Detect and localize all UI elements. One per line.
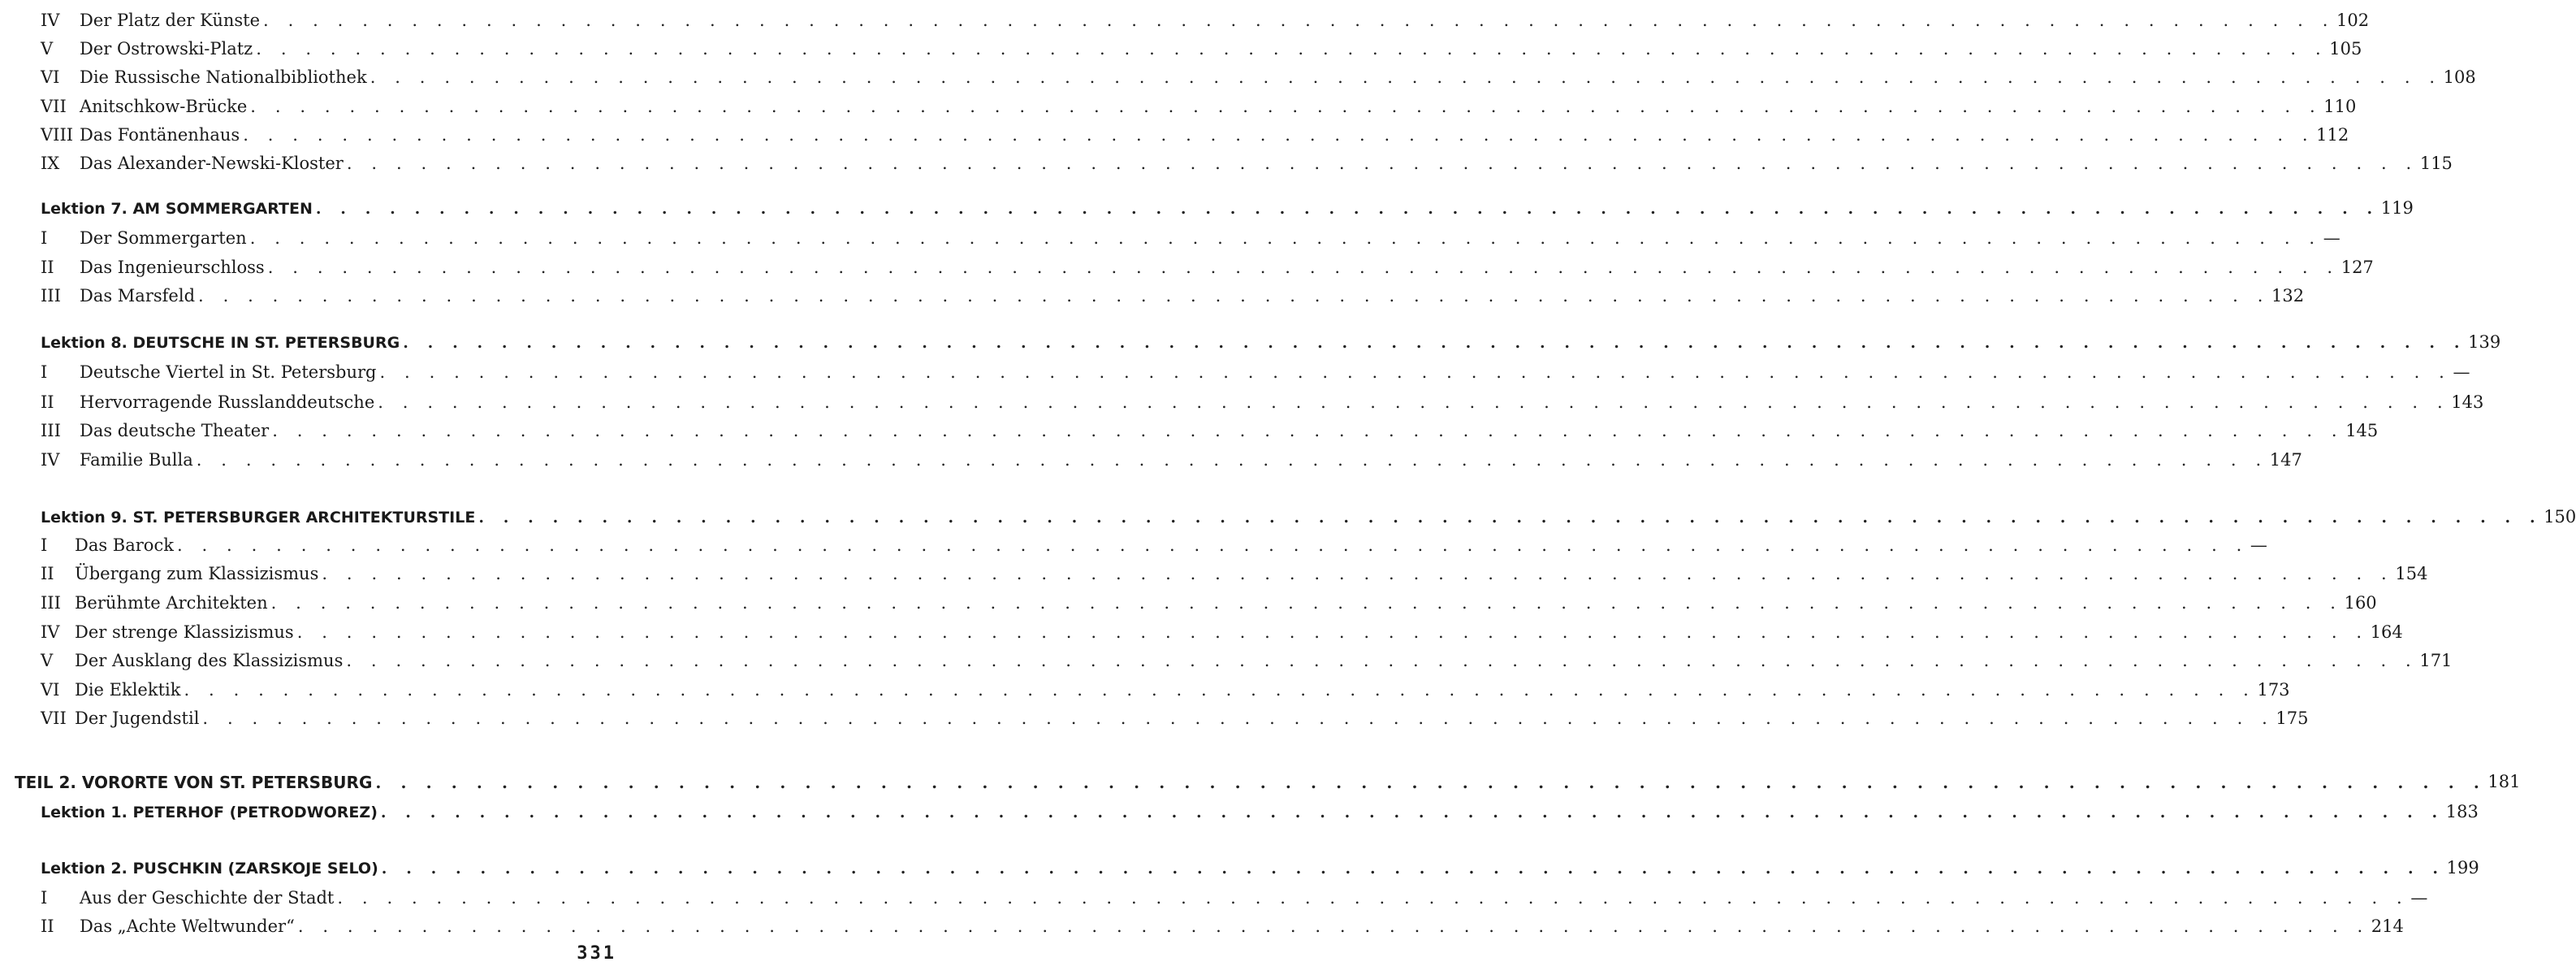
page-number: 331	[577, 943, 616, 964]
dot-leader: . . . . . . . . . . . . . . . . . . . . . . . . . . . . . . . . . . . . . . . . . . . . . . . . . . . . . . . . . . . . . . . . . . . . . . . . . . . . . . . . . . . .	[256, 39, 2328, 58]
toc-entry[interactable]	[0, 908, 2404, 936]
entry-title: Die Eklektik	[75, 680, 181, 700]
lesson-title: Lektion 1. PETERHOF (PETRODWOREZ)	[41, 804, 378, 821]
entry-page: 160	[2344, 593, 2377, 613]
entry-number: VI	[41, 67, 60, 87]
toc-entry[interactable]	[0, 277, 2305, 306]
toc-lesson-heading[interactable]	[0, 849, 2479, 878]
entry-title: Der Ausklang des Klassizismus	[75, 651, 344, 670]
entry-number: II	[41, 564, 54, 583]
entry-number: I	[41, 535, 48, 555]
entry-page: 175	[2276, 708, 2309, 728]
toc-entry[interactable]	[0, 584, 2377, 613]
lesson-page: 150	[2544, 507, 2576, 526]
entry-title: Das Barock	[75, 535, 174, 555]
dot-leader: . . . . . . . . . . . . . . . . . . . . . . . . . . . . . . . . . . . . . . . . . . . . . . . . . . . . . . . . . . . . . . . . . . . . . . . . . . . . . . . . . . . .	[198, 286, 2270, 306]
entry-page: 214	[2371, 916, 2404, 936]
entry-title: Der Platz der Künste	[80, 11, 261, 30]
dot-leader: . . . . . . . . . . . . . . . . . . . . . . . . . . . . . . . . . . . . . . . . . . . . . . . . . . . . . . . . . . . . . . . . . . . . . . . . . . . . . . . . . . . .	[315, 200, 2379, 218]
dot-leader: . . . . . . . . . . . . . . . . . . . . . . . . . . . . . . . . . . . . . . . . . . . . . . . . . . . . . . . . . . . . . . . . . . . . . . . . . . . . . . . . . . . .	[184, 680, 2256, 700]
toc-lesson-heading[interactable]	[0, 189, 2414, 218]
entry-title: Hervorragende Russlanddeutsche	[80, 392, 375, 412]
lesson-page: 183	[2445, 802, 2479, 821]
toc-entry[interactable]	[0, 30, 2362, 58]
entry-title: Das Ingenieurschloss	[80, 258, 265, 277]
entry-page: 154	[2395, 564, 2428, 583]
toc-entry[interactable]	[0, 58, 2476, 87]
dot-leader: . . . . . . . . . . . . . . . . . . . . . . . . . . . . . . . . . . . . . . . . . . . . . . . . . . . . . . . . . . . . . . . . . . . . . . . . . . . . . . . . . . . .	[297, 916, 2370, 936]
entry-title: Der Ostrowski-Platz	[80, 39, 253, 58]
toc-entry[interactable]	[0, 526, 2267, 555]
lesson-page: 139	[2468, 332, 2501, 352]
dot-leader: . . . . . . . . . . . . . . . . . . . . . . . . . . . . . . . . . . . . . . . . . . . . . . . . . . . . . . . . . . . . . . . . . . . . . . . . . . . . . . . . . . . .	[249, 228, 2322, 248]
lesson-title: Lektion 7. AM SOMMERGARTEN	[41, 200, 313, 218]
dot-leader: . . . . . . . . . . . . . . . . . . . . . . . . . . . . . . . . . . . . . . . . . . . . . . . . . . . . . . . . . . . . . . . . . . . . . . . . . . . . . . . . . . . .	[346, 651, 2418, 670]
toc-entry[interactable]	[0, 555, 2428, 583]
dot-leader: . . . . . . . . . . . . . . . . . . . . . . . . . . . . . . . . . . . . . . . . . . . . . . . . . . . . . . . . . . . . . . . . . . . . . . . . . . . . . . . . . . . .	[379, 362, 2452, 382]
dot-leader: . . . . . . . . . . . . . . . . . . . . . . . . . . . . . . . . . . . . . . . . . . . . . . . . . . . . . . . . . . . . . . . . . . . . . . . . . . . . . . . . . . . .	[270, 593, 2343, 613]
entry-page: —	[2323, 228, 2340, 248]
entry-title: Das deutsche Theater	[80, 421, 270, 440]
entry-title: Anitschkow-Brücke	[80, 97, 248, 116]
entry-title: Berühmte Architekten	[75, 593, 268, 613]
dot-leader: . . . . . . . . . . . . . . . . . . . . . . . . . . . . . . . . . . . . . . . . . . . . . . . . . . . . . . . . . . . . . . . . . . . . . . . . . . . . . . . . . . . .	[478, 509, 2543, 526]
entry-title: Aus der Geschichte der Stadt	[80, 888, 335, 908]
dot-leader: . . . . . . . . . . . . . . . . . . . . . . . . . . . . . . . . . . . . . . . . . . . . . . . . . . . . . . . . . . . . . . . . . . . . . . . . . . . . . . . . . . . .	[378, 392, 2450, 412]
entry-number: I	[41, 888, 48, 908]
entry-page: 147	[2269, 450, 2302, 470]
entry-page: —	[2410, 888, 2428, 908]
lesson-title: Lektion 9. ST. PETERSBURGER ARCHITEKTURSTILE	[41, 509, 476, 526]
dot-leader: . . . . . . . . . . . . . . . . . . . . . . . . . . . . . . . . . . . . . . . . . . . . . . . . . . . . . . . . . . . . . . . . . . . . . . . . . . . . . . . . . . . .	[337, 888, 2410, 908]
entry-number: VII	[41, 97, 67, 116]
entry-number: I	[41, 228, 48, 248]
toc-entry[interactable]	[0, 879, 2428, 908]
entry-number: I	[41, 362, 48, 382]
entry-number: VII	[41, 708, 67, 728]
entry-number: IX	[41, 154, 60, 173]
lesson-title: Lektion 8. DEUTSCHE IN ST. PETERSBURG	[41, 334, 400, 352]
toc-lesson-heading[interactable]	[0, 498, 2576, 526]
dot-leader: . . . . . . . . . . . . . . . . . . . . . . . . . . . . . . . . . . . . . . . . . . . . . . . . . . . . . . . . . . . . . . . . . . . . . . . . . . . . . . . . . . . .	[196, 450, 2268, 470]
entry-page: 102	[2336, 11, 2370, 30]
dot-leader: . . . . . . . . . . . . . . . . . . . . . . . . . . . . . . . . . . . . . . . . . . . . . . . . . . . . . . . . . . . . . . . . . . . . . . . . . . . . . . . . . . . .	[250, 97, 2323, 116]
toc-lesson-heading[interactable]	[0, 793, 2479, 821]
entry-title: Deutsche Viertel in St. Petersburg	[80, 362, 377, 382]
dot-leader: . . . . . . . . . . . . . . . . . . . . . . . . . . . . . . . . . . . . . . . . . . . . . . . . . . . . . . . . . . . . . . . . . . . . . . . . . . . . . . . . . . . .	[380, 804, 2444, 821]
toc-entry[interactable]	[0, 353, 2470, 382]
entry-number: III	[41, 286, 61, 306]
lesson-page: 199	[2446, 858, 2479, 878]
toc-entry[interactable]	[0, 116, 2349, 145]
entry-title: Das „Achte Weltwunder“	[80, 916, 295, 936]
dot-leader: . . . . . . . . . . . . . . . . . . . . . . . . . . . . . . . . . . . . . . . . . . . . . . . . . . . . . . . . . . . . . . . . . . . . . . . . . . . . . . . . . . . .	[346, 154, 2418, 173]
dot-leader: . . . . . . . . . . . . . . . . . . . . . . . . . . . . . . . . . . . . . . . . . . . . . . . . . . . . . . . . . . . . . . . . . . . . . . . . . . . . . . . . . . . .	[243, 125, 2315, 145]
entry-number: IV	[41, 450, 60, 470]
entry-title: Das Marsfeld	[80, 286, 196, 306]
entry-title: Übergang zum Klassizismus	[75, 564, 319, 583]
dot-leader: . . . . . . . . . . . . . . . . . . . . . . . . . . . . . . . . . . . . . . . . . . . . . . . . . . . . . . . . . . . . . . . . . . . . . . . . . . . . . . . . . . . .	[381, 860, 2445, 878]
lesson-page: 119	[2380, 198, 2414, 218]
toc-entry[interactable]	[0, 219, 2340, 248]
entry-page: 110	[2323, 97, 2357, 116]
entry-page: 173	[2257, 680, 2290, 700]
dot-leader: . . . . . . . . . . . . . . . . . . . . . . . . . . . . . . . . . . . . . . . . . . . . . . . . . . . . . . . . . . . . . . . . . . . . . . . . . . . . . . . . . . . .	[272, 421, 2345, 440]
entry-page: 132	[2271, 286, 2305, 306]
entry-title: Der Sommergarten	[80, 228, 247, 248]
dot-leader: . . . . . . . . . . . . . . . . . . . . . . . . . . . . . . . . . . . . . . . . . . . . . . . . . . . . . . . . . . . . . . . . . . . . . . . . . . . . . . . . . . . .	[267, 258, 2340, 277]
entry-page: 127	[2340, 258, 2374, 277]
toc-entry[interactable]	[0, 88, 2357, 116]
entry-page: 143	[2451, 392, 2484, 412]
entry-title: Die Russische Nationalbibliothek	[80, 67, 367, 87]
dot-leader: . . . . . . . . . . . . . . . . . . . . . . . . . . . . . . . . . . . . . . . . . . . . . . . . . . . . . . . . . . . . . . . . . . . . . . . . . . . . . . . . . . . .	[375, 773, 2487, 792]
lesson-title: Lektion 2. PUSCHKIN (ZARSKOJE SELO)	[41, 860, 378, 878]
toc-part-heading[interactable]	[0, 763, 2521, 792]
entry-page: —	[2453, 362, 2470, 382]
entry-title: Das Alexander-Newski-Kloster	[80, 154, 344, 173]
toc-entry[interactable]	[0, 412, 2379, 440]
entry-number: IV	[41, 622, 60, 642]
part-title: TEIL 2. VORORTE VON ST. PETERSBURG	[15, 773, 373, 792]
entry-number: II	[41, 392, 54, 412]
entry-page: 145	[2345, 421, 2379, 440]
entry-page: 108	[2443, 67, 2476, 87]
toc-entry[interactable]	[0, 642, 2453, 670]
entry-title: Das Fontänenhaus	[80, 125, 240, 145]
entry-number: VI	[41, 680, 60, 700]
entry-page: 171	[2419, 651, 2453, 670]
entry-number: VIII	[41, 125, 74, 145]
toc-entry[interactable]	[0, 700, 2309, 728]
dot-leader: . . . . . . . . . . . . . . . . . . . . . . . . . . . . . . . . . . . . . . . . . . . . . . . . . . . . . . . . . . . . . . . . . . . . . . . . . . . . . . . . . . . .	[263, 11, 2336, 30]
toc-entry[interactable]	[0, 671, 2290, 700]
toc-entry[interactable]	[0, 441, 2302, 470]
entry-page: 164	[2370, 622, 2403, 642]
dot-leader: . . . . . . . . . . . . . . . . . . . . . . . . . . . . . . . . . . . . . . . . . . . . . . . . . . . . . . . . . . . . . . . . . . . . . . . . . . . . . . . . . . . .	[176, 535, 2249, 555]
toc-entry[interactable]	[0, 384, 2484, 412]
toc-lesson-heading[interactable]	[0, 323, 2501, 352]
entry-number: III	[41, 593, 61, 613]
entry-number: IV	[41, 11, 60, 30]
toc-entry[interactable]	[0, 145, 2453, 173]
entry-number: II	[41, 258, 54, 277]
entry-page: 112	[2316, 125, 2349, 145]
entry-page: —	[2250, 535, 2267, 555]
dot-leader: . . . . . . . . . . . . . . . . . . . . . . . . . . . . . . . . . . . . . . . . . . . . . . . . . . . . . . . . . . . . . . . . . . . . . . . . . . . . . . . . . . . .	[403, 334, 2467, 352]
entry-number: II	[41, 916, 54, 936]
dot-leader: . . . . . . . . . . . . . . . . . . . . . . . . . . . . . . . . . . . . . . . . . . . . . . . . . . . . . . . . . . . . . . . . . . . . . . . . . . . . . . . . . . . .	[370, 67, 2442, 87]
entry-page: 115	[2419, 154, 2453, 173]
entry-title: Der strenge Klassizismus	[75, 622, 294, 642]
entry-number: V	[41, 651, 54, 670]
entry-title: Familie Bulla	[80, 450, 193, 470]
toc-entry[interactable]	[0, 249, 2374, 277]
dot-leader: . . . . . . . . . . . . . . . . . . . . . . . . . . . . . . . . . . . . . . . . . . . . . . . . . . . . . . . . . . . . . . . . . . . . . . . . . . . . . . . . . . . .	[202, 708, 2275, 728]
dot-leader: . . . . . . . . . . . . . . . . . . . . . . . . . . . . . . . . . . . . . . . . . . . . . . . . . . . . . . . . . . . . . . . . . . . . . . . . . . . . . . . . . . . .	[322, 564, 2394, 583]
entry-number: III	[41, 421, 61, 440]
entry-number: V	[41, 39, 54, 58]
toc-entry[interactable]	[0, 613, 2403, 642]
entry-title: Der Jugendstil	[75, 708, 200, 728]
entry-page: 105	[2329, 39, 2362, 58]
dot-leader: . . . . . . . . . . . . . . . . . . . . . . . . . . . . . . . . . . . . . . . . . . . . . . . . . . . . . . . . . . . . . . . . . . . . . . . . . . . . . . . . . . . .	[296, 622, 2369, 642]
part-page: 181	[2487, 772, 2521, 791]
toc-entry[interactable]	[0, 2, 2370, 30]
